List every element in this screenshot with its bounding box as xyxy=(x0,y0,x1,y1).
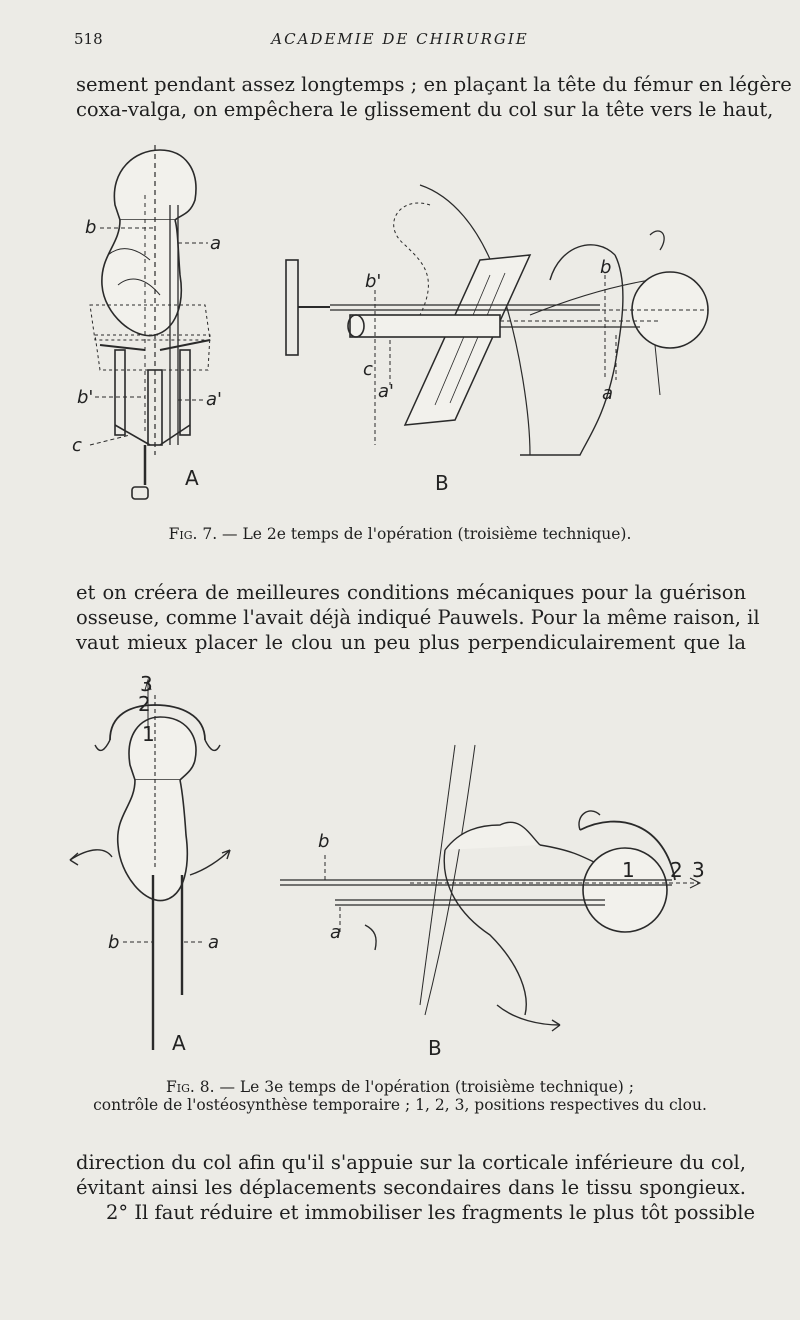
label-a: a xyxy=(210,233,222,254)
paragraph-2 xyxy=(76,580,760,655)
text-line: évitant ainsi les déplacements secondaires dans le tissu spongieux. xyxy=(76,1176,746,1199)
figure-8-caption xyxy=(0,1078,800,1114)
figure-8-caption-line-2: contrôle de l'ostéosynthèse temporaire ; 1, 2, 3, positions respectives du clou. xyxy=(93,1096,707,1114)
label-b: b xyxy=(108,932,120,953)
figure-7b-drawing xyxy=(286,185,708,455)
text-line: osseuse, comme l'avait déjà indiqué Pauwels. Pour la même raison, il xyxy=(76,606,760,629)
label-b-prime: b' xyxy=(77,387,94,408)
label-b: b xyxy=(85,217,97,238)
panel-label-b: B xyxy=(428,1036,442,1060)
figure-8b-drawing xyxy=(280,745,700,1031)
paragraph-1 xyxy=(76,72,792,122)
label-a-right: a xyxy=(602,383,614,404)
figure-8-number: Fig. 8. xyxy=(165,1078,215,1096)
label-c: c xyxy=(72,435,82,456)
running-title: ACADEMIE DE CHIRURGIE xyxy=(271,30,529,48)
label-2: 2 xyxy=(138,692,151,716)
text-line: coxa-valga, on empêchera le glissement du col sur la tête vers le haut, xyxy=(76,98,774,121)
figure-7-caption-text: — Le 2e temps de l'opération (troisième technique). xyxy=(217,525,632,543)
figure-7-number: Fig. 7. xyxy=(168,525,218,543)
panel-label-b: B xyxy=(435,471,449,495)
label-a: a xyxy=(208,932,220,953)
text-line: direction du col afin qu'il s'appuie sur la corticale inférieure du col, xyxy=(76,1151,746,1174)
label-a-prime-right: a' xyxy=(378,381,394,402)
figure-8-illustration xyxy=(60,675,740,1070)
label-pos-1: 1 xyxy=(622,858,635,882)
label-pos-2: 2 xyxy=(670,858,683,882)
figure-7-caption xyxy=(0,525,800,543)
text-line: 2° Il faut réduire et immobiliser les fragments le plus tôt possible xyxy=(106,1201,755,1224)
text-line: vaut mieux placer le clou un peu plus perpendiculairement que la xyxy=(76,631,746,654)
panel-label-a: A xyxy=(185,466,199,490)
panel-label-a: A xyxy=(172,1031,186,1055)
paragraph-3 xyxy=(76,1150,755,1225)
label-pos-3: 3 xyxy=(692,858,705,882)
figure-8 xyxy=(60,675,740,1070)
figure-7-illustration xyxy=(60,135,740,515)
figure-7 xyxy=(60,135,740,515)
label-a-right: a xyxy=(330,922,342,943)
label-a-prime: a' xyxy=(206,389,222,410)
label-b-prime-right: b' xyxy=(365,271,382,292)
page-number: 518 xyxy=(74,30,103,48)
label-1: 1 xyxy=(142,722,155,746)
label-b-right: b xyxy=(600,257,612,278)
figure-7a-drawing xyxy=(90,145,210,499)
label-3: 3 xyxy=(140,675,153,696)
figure-8-caption-text-1: — Le 3e temps de l'opération (troisième technique) ; xyxy=(214,1078,635,1096)
label-b-right: b xyxy=(318,831,330,852)
text-line: et on créera de meilleures conditions mécaniques pour la guérison xyxy=(76,581,746,604)
label-c-right: c xyxy=(363,359,373,380)
text-line: sement pendant assez longtemps ; en plaçant la tête du fémur en légère xyxy=(76,73,792,96)
figure-8-caption-line-1 xyxy=(0,1078,800,1096)
